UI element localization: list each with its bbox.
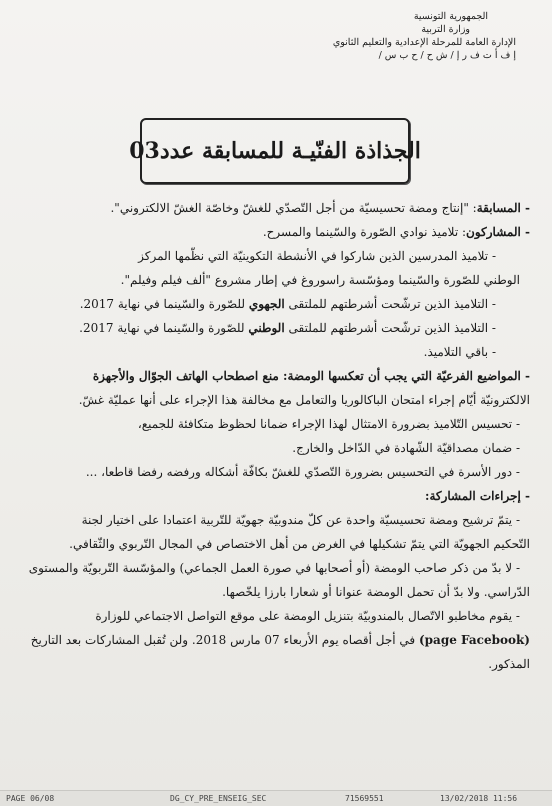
- topics-label: - المواضيع الفرعيّة التي يجب أن تعكسها الومضة:: [283, 369, 530, 383]
- participant-item-3-text: - التلاميذ الذين ترشّحت أشرطتهم للملتقى: [284, 321, 496, 335]
- document-body: [14, 196, 530, 676]
- title-box: [129, 118, 421, 184]
- procedure-item-3a: - يقوم مخاطبو الاتّصال بالمندوبيّة بتنزيل الومضة على موقع التواصل الاجتماعي للوزارة: [95, 609, 520, 623]
- procedure-item-1a: - يتمّ ترشيح ومضة تحسيسيّة واحدة عن كلّ مندوبيّة جهويّة للتّربية اعتمادا على اختيار لجنة: [81, 513, 520, 527]
- participants-label: - المشاركون: [466, 225, 530, 239]
- participant-item-4: - باقي التلاميذ.: [423, 345, 496, 359]
- participant-item-3-bold: الوطني: [248, 321, 285, 335]
- participant-item-1b: الوطني للصّورة والسّينما ومؤسّسة راسوروغ في إطار مشروع "ألف فيلم وفيلم".: [120, 273, 520, 287]
- header-reference: إ ف أ ت ف ر إ / ش ح / ح ب س /: [378, 50, 516, 61]
- participants-text: : تلاميذ نوادي الصّورة والسّينما والمسرح.: [262, 225, 467, 239]
- header-republic: الجمهورية التونسية: [413, 11, 488, 22]
- topic-item-2: - ضمان مصداقيّة الشّهادة في الدّاخل والخارج.: [292, 441, 520, 455]
- footer-code: DG_CY_PRE_ENSEIG_SEC: [170, 794, 267, 803]
- participants-line: [14, 220, 530, 244]
- footer-number: 71569551: [345, 794, 384, 803]
- participant-item-2-bold: الجهوي: [248, 297, 285, 311]
- footer-datetime: 13/02/2018 11:56: [440, 794, 518, 803]
- competition-text: : "إنتاج ومضة تحسيسيّة من أجل التّصدّي للغشّ وخاصّة الغشّ الالكتروني".: [110, 201, 477, 215]
- competition-line: [14, 196, 530, 220]
- procedure-item-2b: الدّراسي. ولا بدّ أن تحمل الومضة عنوانا أو شعارا بارزا يلخّصها.: [222, 585, 530, 599]
- topics-text-b: الالكترونيّة أيّام إجراء امتحان الباكالوريا والتعامل مع مخالفة هذا الإجراء على أنها عمليّة غشّ.: [78, 393, 530, 407]
- fax-footer: [0, 790, 552, 806]
- procedure-item-2a: - لا بدّ من ذكر صاحب الومضة (أو أصحابها في صورة العمل الجماعي) والمؤسّسة التّربويّة والمستوى: [28, 561, 520, 575]
- topic-item-3: - دور الأسرة في التحسيس بضرورة التّصدّي للغشّ بكافّة أشكاله ورفضه رفضا قاطعا، ...: [85, 465, 520, 479]
- participant-item-3: [14, 316, 530, 340]
- procedure-item-1b: التّحكيم الجهويّة التي يتمّ تشكيلها في الغرض من أهل الاختصاص في المجال التّربوي والثّقافي.: [69, 537, 530, 551]
- topics-line: [14, 364, 530, 388]
- participant-item-2-text: - التلاميذ الذين ترشّحت أشرطتهم للملتقى: [284, 297, 496, 311]
- header-ministry: وزارة التربية: [421, 24, 470, 35]
- topics-text-a: منع اصطحاب الهاتف الجوّال والأجهزة: [92, 369, 284, 383]
- participant-item-2: [14, 292, 530, 316]
- procedure-item-3b-text: في أجل أقصاه يوم الأربعاء 07 مارس 2018. ولن تُقبل المشاركات بعد التاريخ: [30, 633, 419, 647]
- topic-item-1: - تحسيس التّلاميذ بضرورة الامتثال لهذا الإجراء ضمانا لحظوظ متكافئة للجميع،: [137, 417, 520, 431]
- participant-item-3-end: للصّورة والسّينما في نهاية 2017.: [79, 321, 249, 335]
- facebook-page-label: (page Facebook): [418, 633, 530, 647]
- procedure-item-3b: [14, 628, 530, 652]
- participant-item-2-end: للصّورة والسّينما في نهاية 2017.: [79, 297, 249, 311]
- footer-page: PAGE 06/08: [6, 794, 55, 803]
- ministry-header: [266, 10, 516, 62]
- procedures-label: - إجراءات المشاركة:: [425, 489, 530, 503]
- procedure-item-3c: المذكور.: [488, 657, 530, 671]
- competition-label: - المسابقة: [476, 201, 530, 215]
- page-title: الجذاذة الفنّيـة للمسابقة عدد03: [129, 138, 421, 164]
- header-directorate: الإدارة العامة للمرحلة الإعدادية والتعليم الثانوي: [332, 37, 516, 48]
- participant-item-1a: - تلاميذ المدرسين الذين شاركوا في الأنشطة التكوينيّة التي نظّمها المركز: [138, 249, 496, 263]
